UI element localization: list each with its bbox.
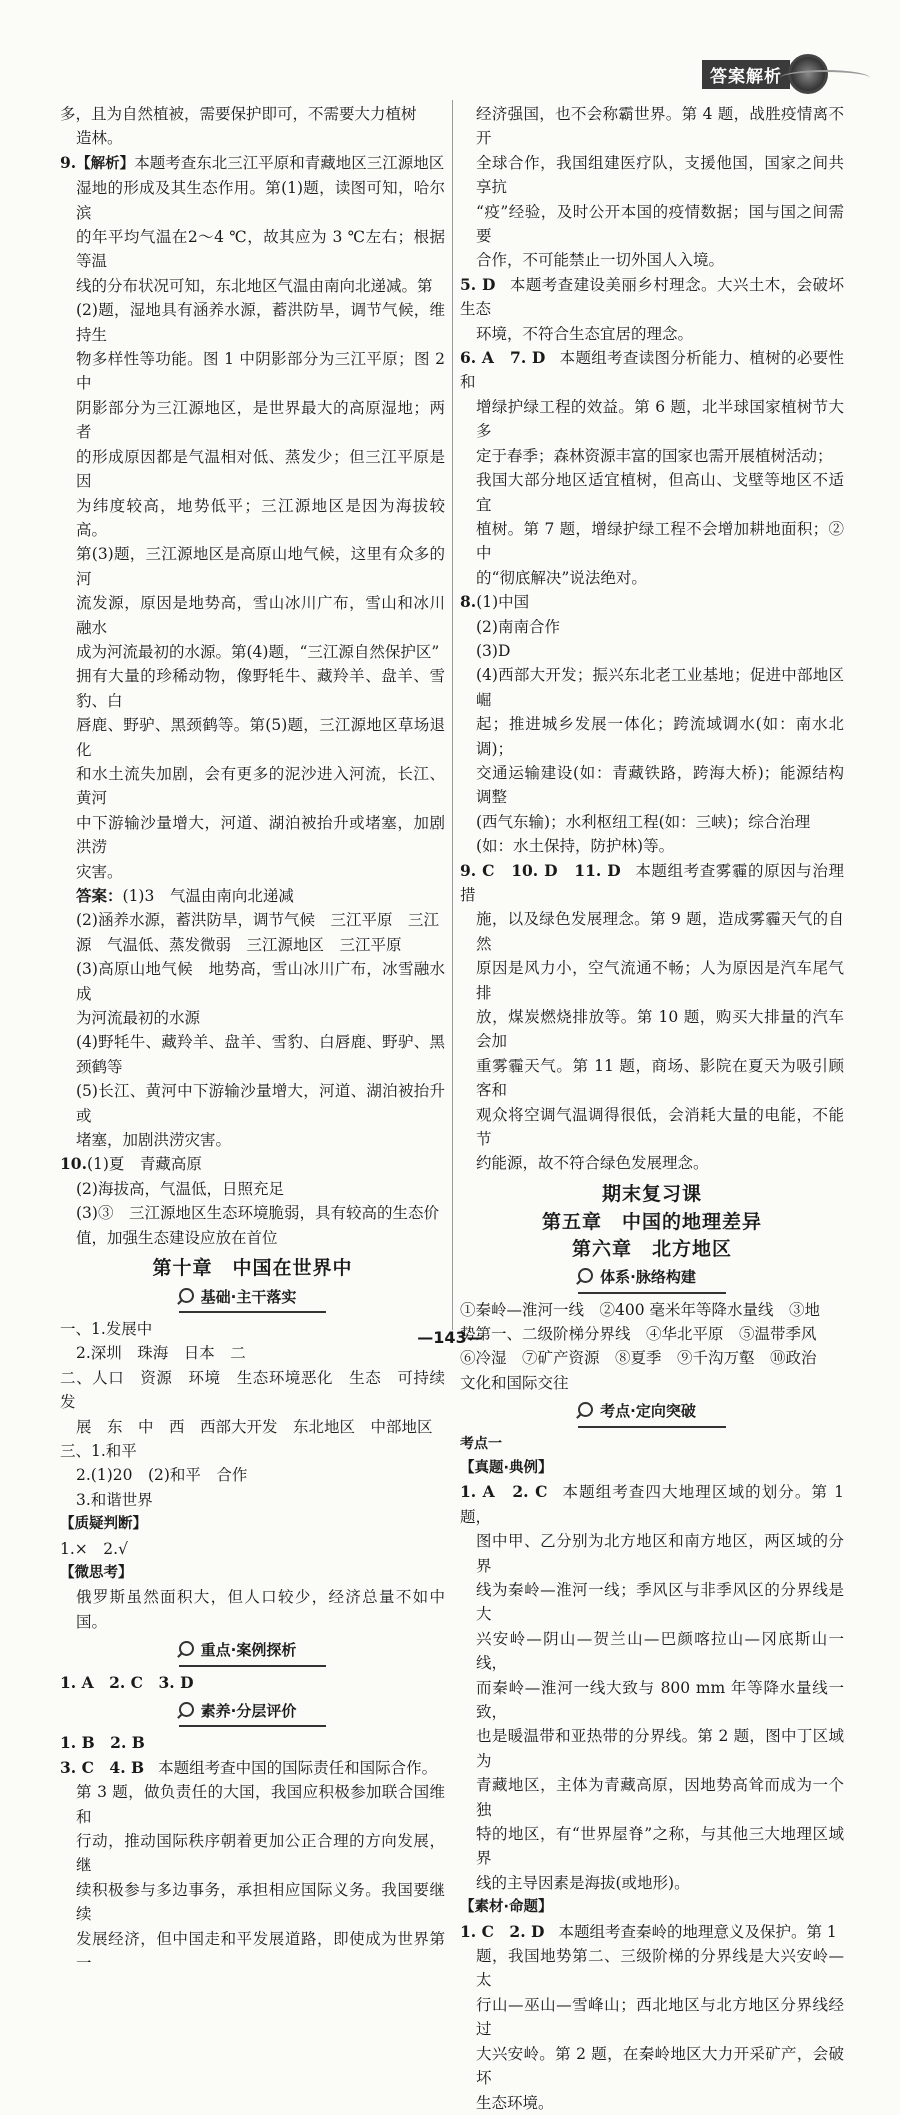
q5-first-line <box>460 273 844 322</box>
question-number: 9. <box>60 152 77 172</box>
q10-first-line <box>60 1152 445 1176</box>
text-line: ①秦岭—淮河一线 ②400 毫米年等降水量线 ③地 <box>460 1300 821 1319</box>
chapter-title: 第六章 北方地区 <box>571 1237 732 1260</box>
section-heading <box>60 1638 445 1666</box>
magnifier-icon <box>179 1702 194 1717</box>
text-line: (3)③ 三江源地区生态环境脆弱，具有较高的生态价 <box>76 1204 439 1223</box>
exam-point-label: 考点一 <box>460 1435 502 1452</box>
text-line: (5)长江、黄河中下游输沙量增大，河道、湖泊被抬升或 <box>76 1082 445 1125</box>
section-heading <box>60 1699 445 1727</box>
text-line: 线为秦岭—淮河一线；季风区与非季风区的分界线是大 <box>476 1580 844 1624</box>
answer-first-line <box>60 884 445 908</box>
text-line: 中下游输沙量增大，河道、湖泊被抬升或堵塞，加剧洪涝 <box>76 813 445 857</box>
text-line: 2.深圳 珠海 日本 二 <box>76 1344 246 1363</box>
text-line: 3.和谐世界 <box>76 1490 153 1509</box>
text-line: 2.(1)20 (2)和平 合作 <box>76 1466 248 1485</box>
magnifier-icon <box>179 1288 194 1303</box>
text-line: (3)D <box>476 641 511 660</box>
text-line: 重雾霾天气。第 11 题，商场、影院在夏天为吸引顾客和 <box>476 1056 844 1100</box>
page-header <box>650 40 870 102</box>
text-line: 而秦岭—淮河一线大致与 800 mm 年等降水量线一致， <box>476 1678 844 1721</box>
section-heading <box>60 1285 445 1313</box>
text-span: 本题组考查中国的国际责任和国际合作。 <box>158 1758 438 1777</box>
section-heading-text: 素养·分层评价 <box>200 1702 297 1720</box>
text-line: (4)野牦牛、藏羚羊、盘羊、雪豹、白唇鹿、野驴、黑颈鹤等 <box>76 1033 445 1076</box>
text-line: 也是暖温带和亚热带的分界线。第 2 题，图中丁区域为 <box>476 1727 844 1770</box>
text-line: 增绿护绿工程的效益。第 6 题，北半球国家植树节大多 <box>476 397 844 441</box>
text-line: 堵塞，加剧洪涝灾害。 <box>76 1131 232 1150</box>
text-line: 1. A 2. C 3. D <box>60 1672 194 1692</box>
text-line: (3)高原山地气候 地势高，雪山冰川广布，冰雪融水成 <box>76 960 445 1003</box>
text-line: 环境，不符合生态宜居的理念。 <box>476 324 694 343</box>
text-span: 本题组考查读图分析能力、植树的必要性和 <box>460 349 844 392</box>
text-line: (如：水土保持，防护林)等。 <box>476 837 675 856</box>
text-line: 的年平均气温在2～4 ℃，故其应为 3 ℃左右；根据等温 <box>76 228 445 271</box>
text-line: 阴影部分为三江源地区，是世界最大的高原湿地；两者 <box>76 398 445 442</box>
text-span: (1)夏 青藏高原 <box>86 1155 202 1174</box>
magnifier-icon <box>578 1268 593 1283</box>
answer-key: 1. C 2. D <box>460 1921 545 1941</box>
text-line: 第 3 题，做负责任的大国，我国应积极参加联合国维和 <box>76 1783 445 1826</box>
text-line: 和水土流失加剧，会有更多的泥沙进入河流，长江、黄河 <box>76 764 445 808</box>
text-line: 交通运输建设(如：青藏铁路，跨海大桥)；能源结构调整 <box>476 763 844 807</box>
text-line: 灾害。 <box>76 862 123 881</box>
text-line: 续积极参与多边事务，承担相应国际义务。我国要继续 <box>76 1880 445 1924</box>
text-line: 植树。第 7 题，增绿护绿工程不会增加耕地面积；②中 <box>476 519 844 563</box>
text-line: 拥有大量的珍稀动物，像野牦牛、藏羚羊、盘羊、雪豹、白 <box>76 667 445 710</box>
text-line: 施，以及绿色发展理念。第 9 题，造成雾霾天气的自然 <box>476 910 844 953</box>
answer-key: 3. C 4. B <box>60 1757 145 1777</box>
q9-first-line <box>460 859 844 908</box>
text-line: 放，煤炭燃烧排放等。第 10 题，购买大排量的汽车会加 <box>476 1008 844 1051</box>
text-span: 本题组考查雾霾的原因与治理措 <box>460 861 844 904</box>
sucai-first-line <box>460 1920 844 1944</box>
right-column <box>460 102 844 2115</box>
chapter-title: 第十章 中国在世界中 <box>152 1257 353 1280</box>
text-line: 展 东 中 西 西部大开发 东北地区 中部地区 <box>76 1417 433 1436</box>
text-line: (4)西部大开发；振兴东北老工业基地；促进中部地区崛 <box>476 666 844 709</box>
analysis-tag: 【解析】 <box>76 155 135 172</box>
text-span: 本题组考查秦岭的地理意义及保护。第 1 <box>558 1922 837 1941</box>
text-span: 本题考查建设美丽乡村理念。大兴土木，会破坏生态 <box>460 275 844 319</box>
text-line: 全球合作，我国组建医疗队，支援他国，国家之间共享抗 <box>476 153 844 197</box>
text-line: 1. B 2. B <box>60 1733 145 1753</box>
section-heading-text: 考点·定向突破 <box>600 1402 696 1421</box>
text-line: 线的主导因素是海拔(或地形)。 <box>476 1873 690 1892</box>
text-line: ⑥冷湿 ⑦矿产资源 ⑧夏季 ⑨千沟万壑 ⑩政治 <box>460 1349 817 1368</box>
text-line: 一、1.发展中 <box>60 1319 153 1338</box>
text-line: 合作，不可能禁止一切外国人入境。 <box>476 251 725 270</box>
text-line: 我国大部分地区适宜植树，但高山、戈壁等地区不适宜 <box>476 471 844 514</box>
chapter-title: 第五章 中国的地理差异 <box>541 1211 762 1234</box>
text-line: 青藏地区，主体为青藏高原，因地势高耸而成为一个独 <box>476 1776 844 1819</box>
text-line: 多，且为自然植被，需要保护即可，不需要大力植树 <box>60 105 417 123</box>
text-line: 三、1.和平 <box>60 1441 137 1460</box>
page-number: —143— <box>417 1328 483 1347</box>
section-heading-text: 基础·主干落实 <box>200 1287 297 1306</box>
text-line: (2)海拔高，气温低，日照充足 <box>76 1179 284 1198</box>
text-line: 约能源，故不符合绿色发展理念。 <box>476 1154 709 1173</box>
question-number: 8. <box>460 592 477 612</box>
text-line: 湿地的形成及其生态作用。第(1)题，读图可知，哈尔滨 <box>76 179 445 222</box>
section-heading <box>460 1265 844 1293</box>
text-line: 为纬度较高，地势低平；三江源地区是因为海拔较高。 <box>76 496 445 539</box>
answer-key: 5. D <box>460 274 496 294</box>
q8-first-line <box>460 590 844 614</box>
text-line: 线的分布状况可知，东北地区气温由南向北递减。第 <box>76 276 433 295</box>
text-line: 题，我国地势第二、三级阶梯的分界线是大兴安岭—太 <box>476 1947 844 1990</box>
text-line: 行山—巫山—雪峰山；西北地区与北方地区分界线经过 <box>476 1995 844 2039</box>
text-span: 本题组考查四大地理区域的划分。第 1 题， <box>460 1483 844 1526</box>
answer-key: 1. A 2. C <box>460 1482 548 1502</box>
zhenti-first-line <box>460 1480 844 1529</box>
section-heading-text: 重点·案例探析 <box>200 1641 297 1660</box>
q6-first-line <box>460 346 844 395</box>
text-line: (2)南南合作 <box>476 617 560 636</box>
text-span: 本题考查东北三江平原和青藏地区三江源地区 <box>134 153 445 172</box>
answer-label: 答案： <box>76 886 123 905</box>
q3-first-line <box>60 1756 445 1780</box>
text-line: 定于春季；森林资源丰富的国家也需开展植树活动； <box>476 446 833 465</box>
text-line: (西气东输)；水利枢纽工程(如：三峡)；综合治理 <box>476 812 811 831</box>
question-number: 10. <box>60 1154 87 1174</box>
tag-heading: 【微思考】 <box>60 1564 133 1581</box>
text-line: 成为河流最初的水源。第(4)题，“三江源自然保护区” <box>76 642 440 661</box>
tag-heading: 【素材·命题】 <box>460 1899 553 1916</box>
column-divider <box>452 100 453 1330</box>
left-column <box>60 102 445 1975</box>
text-line: 起；推进城乡发展一体化；跨流域调水(如：南水北调)； <box>476 715 844 758</box>
text-line: 发展经济，但中国走和平发展道路，即使成为世界第一 <box>76 1929 445 1973</box>
text-line: 的“彻底解决”说法绝对。 <box>476 568 647 587</box>
text-line: 第(3)题，三江源地区是高原山地气候，这里有众多的河 <box>76 545 445 588</box>
text-line: (2)题，湿地具有涵养水源，蓄洪防旱，调节气候，维持生 <box>76 301 445 344</box>
tag-heading: 【真题·典例】 <box>460 1459 553 1476</box>
text-line: 特的地区，有“世界屋脊”之称，与其他三大地理区域界 <box>476 1825 844 1868</box>
text-line: 流发源，原因是地势高，雪山冰川广布，雪山和冰川融水 <box>76 594 445 637</box>
wave-decoration <box>780 70 870 86</box>
text-line: 为河流最初的水源 <box>76 1009 201 1028</box>
text-line: 唇鹿、野驴、黑颈鹤等。第(5)题，三江源地区草场退化 <box>76 716 445 759</box>
text-line: 源 气温低、蒸发微弱 三江源地区 三江平原 <box>76 935 402 954</box>
text-line: 1.× 2.√ <box>60 1539 128 1558</box>
text-line: (2)涵养水源，蓄洪防旱，调节气候 三江平原 三江 <box>76 911 439 930</box>
text-line: 文化和国际交往 <box>460 1373 569 1392</box>
section-heading-text: 体系·脉络构建 <box>600 1268 696 1287</box>
text-line: 观众将空调气温调得很低，会消耗大量的电能，不能节 <box>476 1105 844 1149</box>
answer-key: 6. A 7. D <box>460 348 546 368</box>
text-line: 经济强国，也不会称霸世界。第 4 题，战胜疫情离不开 <box>476 105 844 148</box>
tag-heading: 【质疑判断】 <box>60 1516 147 1533</box>
text-line: 兴安岭—阴山—贺兰山—巴颜喀拉山—冈底斯山一线， <box>476 1629 844 1673</box>
q9-first-line <box>60 151 445 176</box>
text-line: “疫”经验，及时公开本国的疫情数据；国与国之间需要 <box>476 202 844 246</box>
text-line: 俄罗斯虽然面积大，但人口较少，经济总量不如中国。 <box>76 1588 445 1631</box>
text-line: 的形成原因都是气温相对低、蒸发少；但三江平原是因 <box>76 447 445 491</box>
answer-analysis-badge: 答案解析 <box>702 60 790 89</box>
answer-key: 9. C 10. D 11. D <box>460 860 621 880</box>
text-line: 图中甲、乙分别为北方地区和南方地区，两区域的分界 <box>476 1532 844 1575</box>
text-line: 值，加强生态建设应放在首位 <box>76 1228 278 1247</box>
review-title: 期末复习课 <box>601 1182 702 1205</box>
text-line: 二、人口 资源 环境 生态环境恶化 生态 可持续发 <box>60 1368 445 1412</box>
text-line: 物多样性等功能。图 1 中阴影部分为三江平原；图 2 中 <box>76 350 445 393</box>
text-line: 造林。 <box>76 129 123 148</box>
text-line: 行动，推动国际秩序朝着更加公正合理的方向发展，继 <box>76 1832 445 1875</box>
text-line: 大兴安岭。第 2 题，在秦岭地区大力开采矿产，会破坏 <box>476 2044 844 2088</box>
text-span: (1)3 气温由南向北递减 <box>122 887 294 905</box>
text-line: 势第一、二级阶梯分界线 ④华北平原 ⑤温带季风 <box>460 1324 817 1343</box>
section-heading <box>460 1399 844 1427</box>
text-line: 原因是风力小，空气流通不畅；人为原因是汽车尾气排 <box>476 959 844 1002</box>
text-span: (1)中国 <box>476 593 530 612</box>
magnifier-icon <box>578 1402 593 1417</box>
magnifier-icon <box>179 1641 194 1656</box>
text-line: 生态环境。 <box>476 2093 554 2112</box>
